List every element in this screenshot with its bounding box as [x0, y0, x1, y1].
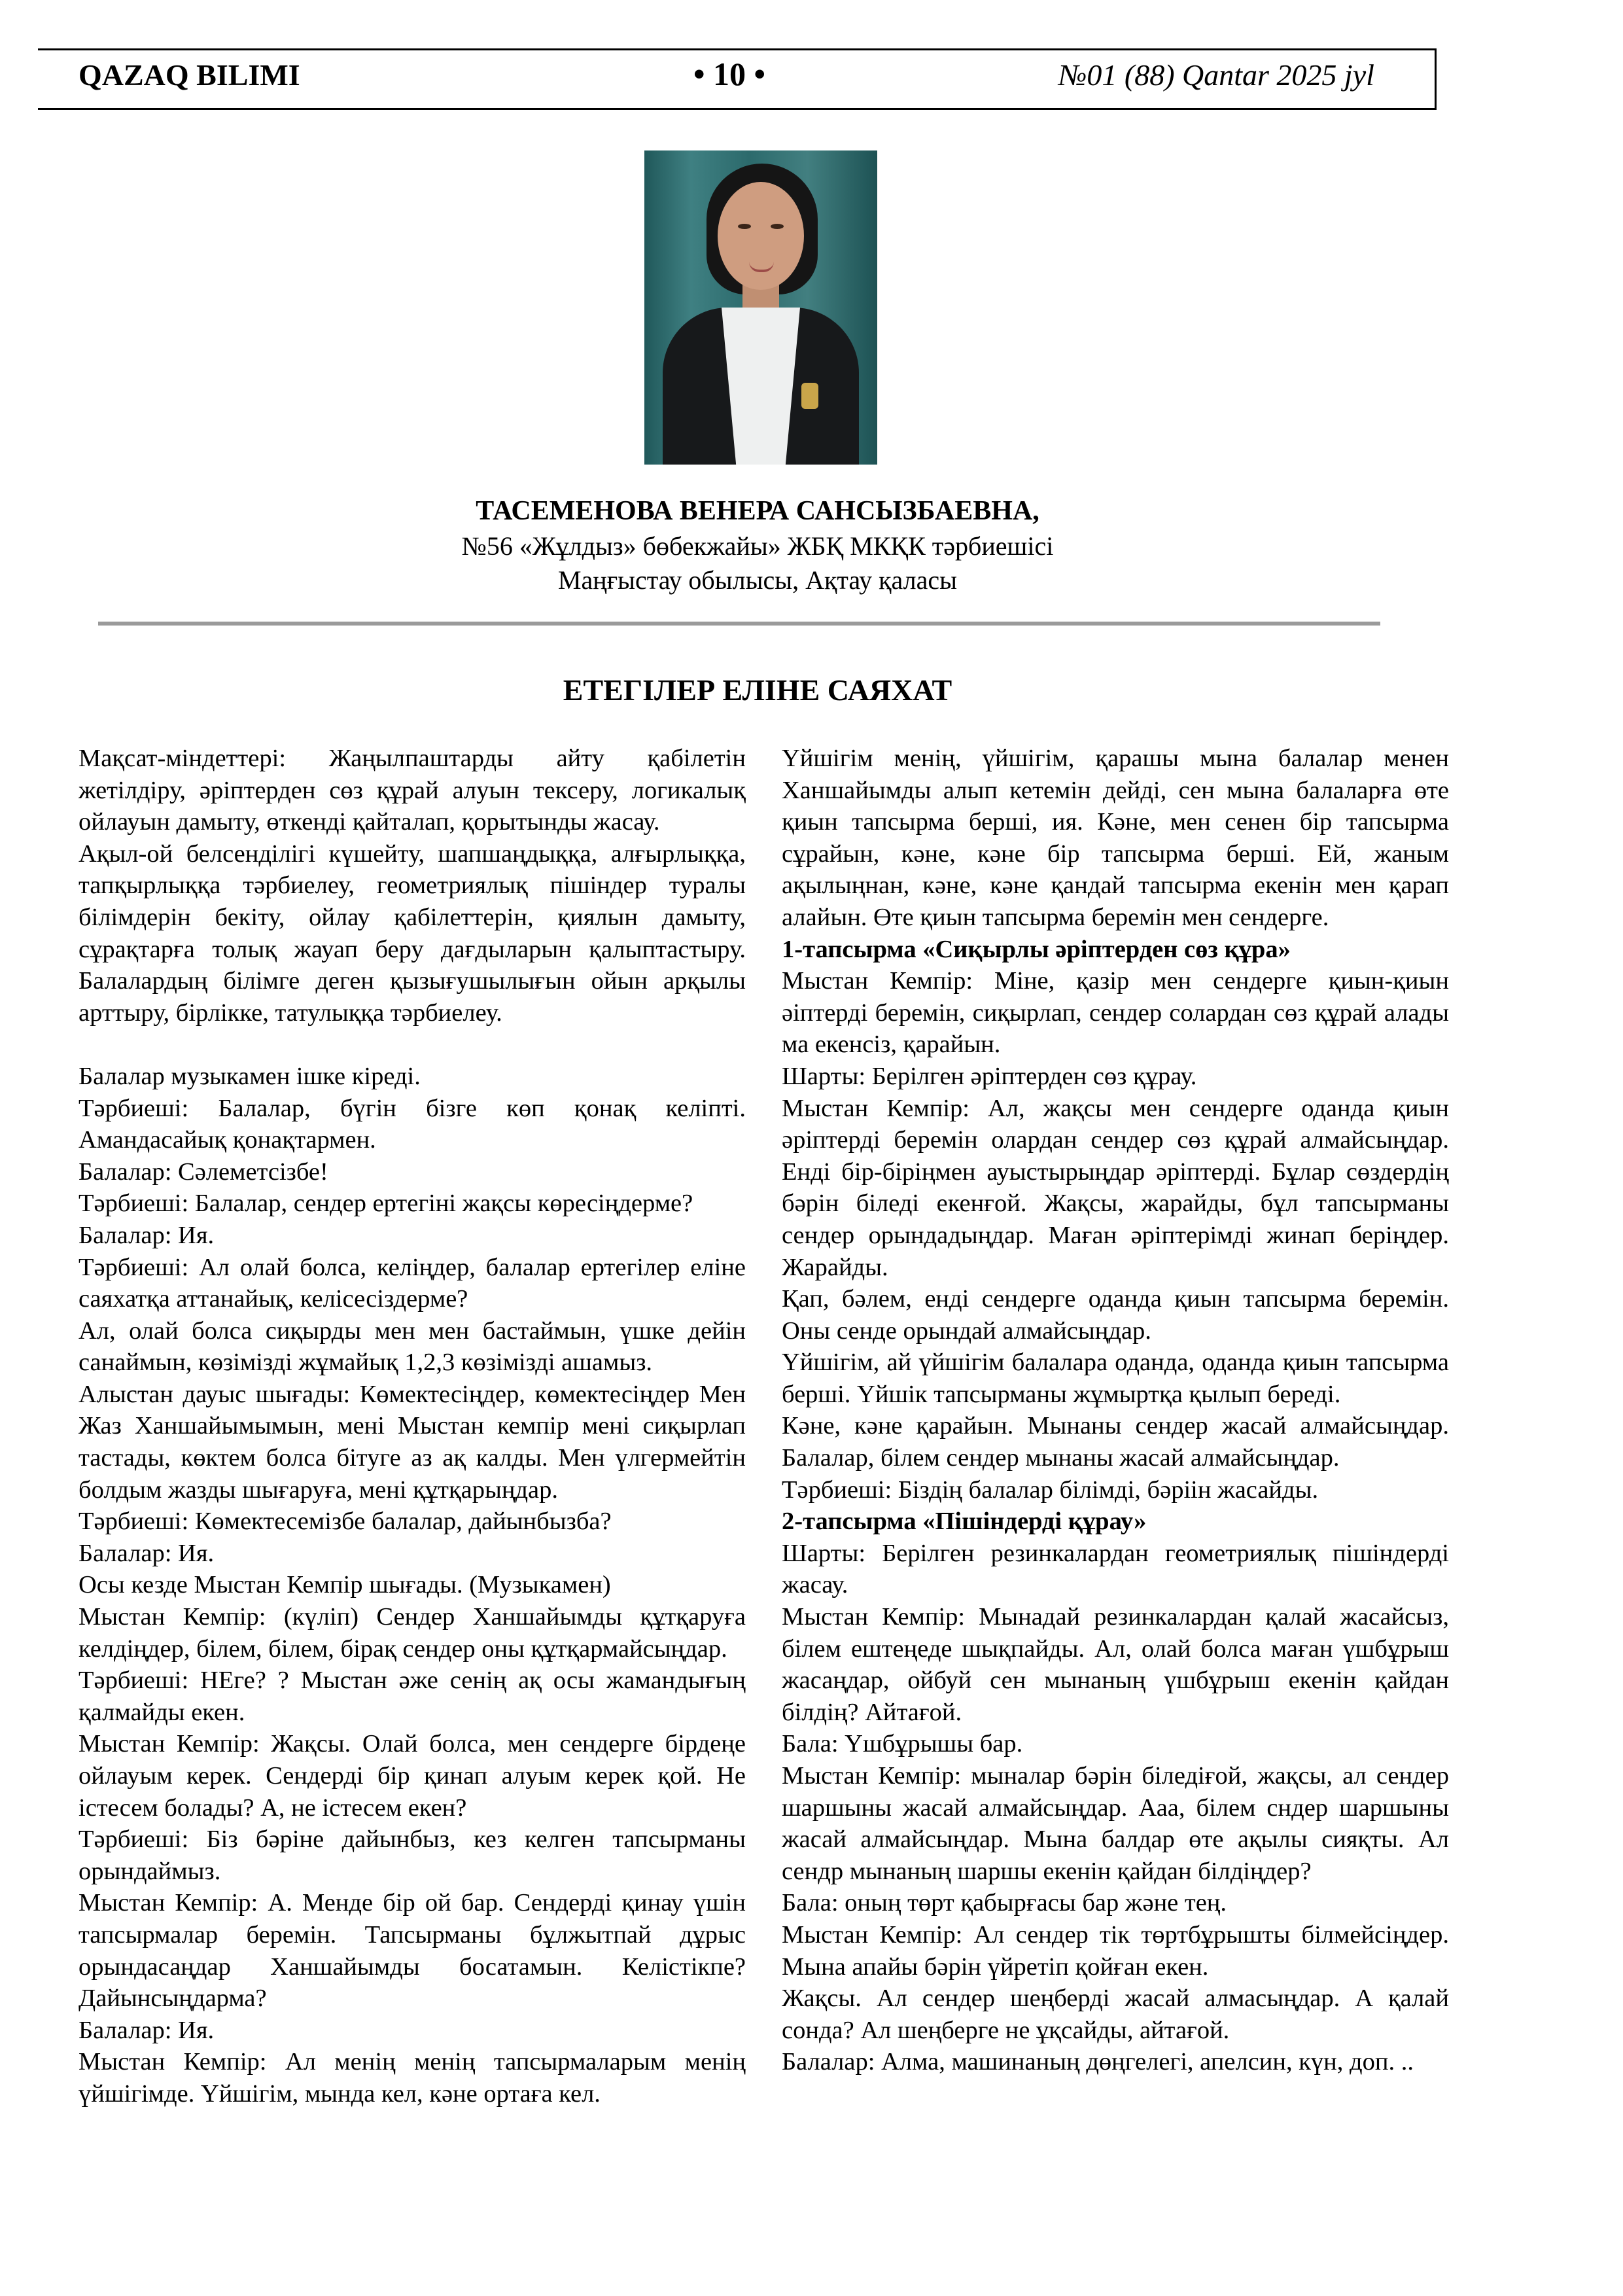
- paragraph: Тәрбиеші: Балалар, сендер ертегіні жақсы көресіңдерме?: [79, 1190, 693, 1218]
- author-name: ТАСЕМЕНОВА ВЕНЕРА САНСЫЗБАЕВНА,: [476, 496, 1039, 526]
- paragraph: Балалар: Ия.: [79, 1221, 215, 1249]
- paragraph: Қап, бәлем, енді сендерге оданда қиын тапсырма беремін. Оны сенде орындай алмайсыңдар.: [782, 1285, 1449, 1345]
- paragraph: Тәрбиеші: Балалар, бүгін бізге көп қонақ келіпті. Амандасайық қонақтармен.: [79, 1094, 746, 1154]
- paragraph: Мыстан Кемпір: Міне, қазір мен сендерге қиын-қиын әіптерді беремін, сиқырлап, сендер солардан сөз құрай алады ма екенсіз, қарайын.: [782, 967, 1449, 1059]
- paragraph: Тәрбиеші: Біздің балалар білімді, бәріін жасайды.: [782, 1475, 1319, 1504]
- paragraph: Мақсат-міндеттері: Жаңылпаштарды айту қабілетін жетілдіру, әріптерден сөз құрай алуын тексеру, логикалық ойлауын дамыту, өткенді қайталап, қорытынды жасау.: [79, 745, 746, 836]
- paragraph: Үйшігім, ай үйшігім балалара оданда, оданда қиын тапсырма берші. Үйшік тапсырманы жұмыртқа қылып береді.: [782, 1349, 1449, 1408]
- paragraph: Тәрбиеші: НЕге? ? Мыстан әже сенің ақ осы жамандығың қалмайды екен.: [79, 1667, 746, 1726]
- paragraph: Шарты: Берілген әріптерден сөз құрау.: [782, 1062, 1197, 1090]
- paragraph: Мыстан Кемпір: Жақсы. Олай болса, мен сендерге бірдеңе ойлауым керек. Сендерді бір қинап алуым керек қой. Не істесем болады? А, не істесем екен?: [79, 1730, 746, 1822]
- paragraph: Балалар: Ия.: [79, 2016, 215, 2044]
- author-photo: [644, 150, 877, 465]
- right-column: [782, 743, 1449, 2078]
- paragraph: Ақыл-ой белсенділігі күшейту, шапшаңдыққа, алғырлыққа, тапқырлыққа тәрбиелеу, геометриялық пішіндер туралы білімдерін бекіту, ойлау қабілеттерін, қиялын дамыту, сұрақтарға толық жауап беру дағдыларын қалыптастыру. Балалардың білімге деген қызығушылығын ойын арқылы арттыру, бірлікке, татулыққа тәрбиелеу.: [79, 839, 746, 1027]
- page-number: • 10 •: [693, 56, 766, 92]
- left-column: [79, 743, 746, 2110]
- paragraph: Тәрбиеші: Біз бәріне дайынбыз, кез келген тапсырманы орындаймыз.: [79, 1826, 746, 1885]
- paragraph: Балалар: Алма, машинаның дөңгелегі, апелсин, күн, доп. ..: [782, 2048, 1414, 2076]
- paragraph: Тәрбиеші: Ал олай болса, келіңдер, балалар ертегілер еліне саяхатқа аттанайық, келісесіздерме?: [79, 1253, 746, 1313]
- author-organization: №56 «Жұлдыз» бөбекжайы» ЖБҚ МКҚК тәрбиешісі: [461, 531, 1054, 561]
- paragraph: Балалар: Ия.: [79, 1539, 215, 1567]
- paragraph: Балалар: Сәлеметсізбе!: [79, 1157, 328, 1186]
- task-heading-2: 2-тапсырма «Пішіндерді құрау»: [782, 1508, 1147, 1536]
- paragraph: Мыстан Кемпір: Мынадай резинкалардан қалай жасайсыз, білем ештеңеде шықпайды. Ал, олай болса маған үшбұрыш жасаңдар, ойбуй сен мынаның үшбұрыш екенін қайдан білдің? Айтағой.: [782, 1603, 1449, 1726]
- paragraph: Балалар музыкамен ішке кіреді.: [79, 1062, 421, 1090]
- paragraph: Ал, олай болса сиқырды мен мен бастаймын, үшке дейін санаймын, көзімізді жұмайық 1,2,3 көзімізді ашамыз.: [79, 1316, 746, 1377]
- article-title: ЕТЕГІЛЕР ЕЛІНЕ САЯХАТ: [563, 673, 952, 707]
- paragraph: Мыстан Кемпір: А. Менде бір ой бар. Сендерді қинау үшін тапсырмалар беремін. Тапсырманы бұлжытпай дұрыс орындасаңдар Ханшайымды босатамын. Келістікпе? Дайынсыңдарма?: [79, 1889, 746, 2013]
- paragraph: Осы кезде Мыстан Кемпір шығады. (Музыкамен): [79, 1571, 611, 1599]
- task-heading-1: 1-тапсырма «Сиқырлы әріптерден сөз құра»: [782, 935, 1291, 963]
- newspaper-name: QAZAQ BILIMI: [79, 58, 300, 92]
- paragraph: Үйшігім менің, үйшігім, қарашы мына балалар менен Ханшайымды алып кетемін дейді, сен мына балаларға өте қиын тапсырма берші, ия. Кәне, мен сенен бір тапсырма сұрайын, кәне, кәне бір тапсырма берші. Ей, жаным ақылыңнан, кәне, кәне қандай тапсырма екенін мен қарап алайын. Өте қиын тапсырма беремін мен сендерге.: [782, 745, 1449, 931]
- paragraph: Мыстан Кемпір: (күліп) Сендер Ханшайымды құтқаруға келдіңдер, білем, білем, бірақ сендер оны құтқармайсыңдар.: [79, 1603, 746, 1663]
- paragraph: Мыстан Кемпір: мыналар бәрін біледіғой, жақсы, ал сендер шаршыны жасай алмайсыңдар. Ааа, білем сндер шаршыны жасай алмайсыңдар. Мына балдар өте ақылы сияқты. Ал сендр мынаның шаршы екенін қайдан білдіңдер?: [782, 1762, 1449, 1885]
- issue-date: №01 (88) Qantar 2025 jyl: [1058, 58, 1374, 92]
- paragraph: Кәне, кәне қарайын. Мынаны сендер жасай алмайсыңдар. Балалар, білем сендер мынаны жасай алмайсыңдар.: [782, 1412, 1449, 1472]
- paragraph: Бала: оның төрт қабырғасы бар және тең.: [782, 1889, 1227, 1917]
- author-location: Маңғыстау обылысы, Ақтау қаласы: [557, 565, 958, 595]
- paragraph: Тәрбиеші: Көмектесемізбе балалар, дайынбызба?: [79, 1508, 612, 1536]
- paragraph: Мыстан Кемпір: Ал менің менің тапсырмаларым менің үйшігімде. Үйшігім, мында кел, кәне ортаға кел.: [79, 2048, 746, 2108]
- paragraph: Мыстан Кемпір: Ал, жақсы мен сендерге оданда қиын әріптерді беремін олардан сендер сөз құрай алмайсыңдар. Енді бір-біріңмен ауыстырыңдар әріптерді. Бұлар сөздердің бәрін біледі екенғой. Жақсы, жарайды, бұл тапсырманы сендер орындадыңдар. Маған әріптерімді жинап беріңдер. Жарайды.: [782, 1094, 1449, 1281]
- paragraph: Мыстан Кемпір: Ал сендер тік төртбұрышты білмейсіңдер. Мына апайы бәрін үйретіп қойған екен.: [782, 1920, 1449, 1981]
- paragraph: Шарты: Берілген резинкалардан геометриялық пішіндерді жасау.: [782, 1539, 1449, 1599]
- paragraph: Жақсы. Ал сендер шеңберді жасай алмасыңдар. А қалай сонда? Ал шеңберге не ұқсайды, айтағой.: [782, 1985, 1449, 2044]
- paragraph: Бала: Үшбұрышы бар.: [782, 1730, 1023, 1758]
- paragraph: Алыстан дауыс шығады: Көмектесіңдер, көмектесіңдер Мен Жаз Ханшайымымын, мені Мыстан кемпір мені сиқырлап тастады, көктем болса бітуге аз ақ калды. Мен үлгермейтін болдым жазды шығаруға, мені құтқарыңдар.: [79, 1380, 746, 1504]
- divider: [98, 622, 1380, 626]
